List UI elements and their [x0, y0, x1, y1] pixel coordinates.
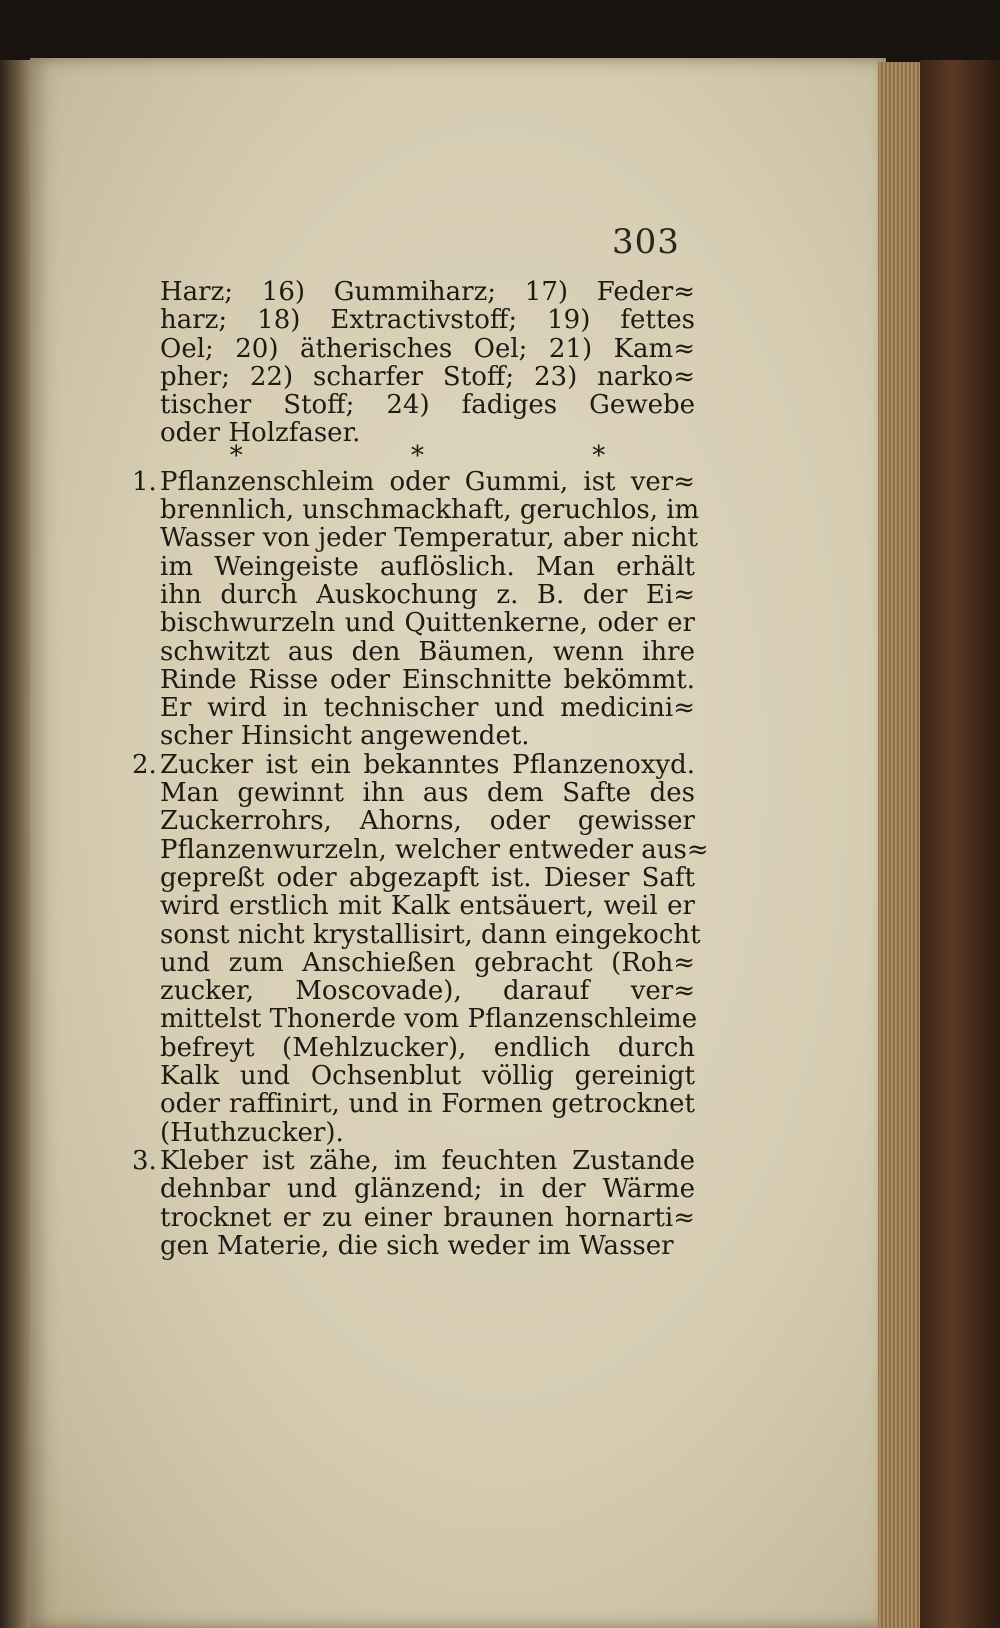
- page-block-edge: [878, 62, 926, 1628]
- text-line: 3. Kleber ist zähe, im feuchten Zustande: [132, 1145, 695, 1176]
- page-text: [132, 277, 709, 1261]
- section-separator: * * *: [229, 440, 686, 471]
- text-line: oder raffinirt, und in Formen getrocknet: [160, 1089, 695, 1120]
- text-line: sonst nicht krystallisirt, dann eingekocht: [160, 919, 701, 950]
- text-line: Oel; 20) ätherisches Oel; 21) Kam≈: [160, 333, 695, 364]
- text-line: Er wird in technischer und medicini≈: [160, 693, 695, 724]
- text-line: Pflanzenwurzeln, welcher entweder aus≈: [160, 834, 709, 865]
- text-line: pher; 22) scharfer Stoff; 23) narko≈: [160, 361, 695, 392]
- text-line: schwitzt aus den Bäumen, wenn ihre: [160, 636, 695, 667]
- text-line: oder Holzfaser.: [160, 418, 361, 449]
- text-line: Kalk und Ochsenblut völlig gereinigt: [160, 1061, 695, 1092]
- text-line: befreyt (Mehlzucker), endlich durch: [160, 1032, 695, 1063]
- text-line: und zum Anschießen gebracht (Roh≈: [160, 947, 695, 978]
- item-number: 1.: [132, 466, 157, 497]
- text-line: 2. Zucker ist ein bekanntes Pflanzenoxyd.: [132, 749, 695, 780]
- page-number: 303: [612, 222, 680, 262]
- text-line: Rinde Risse oder Einschnitte bekömmt.: [160, 664, 695, 695]
- book-cover: [920, 60, 1000, 1628]
- text-line: tischer Stoff; 24) fadiges Gewebe: [160, 390, 695, 421]
- text-line: bischwurzeln und Quittenkerne, oder er: [160, 608, 695, 639]
- text-line: gen Materie, die sich weder im Wasser: [160, 1230, 674, 1261]
- text-line: harz; 18) Extractivstoff; 19) fettes: [160, 305, 695, 336]
- text-line: mittelst Thonerde vom Pflanzenschleime: [160, 1004, 698, 1035]
- text-line: Man gewinnt ihn aus dem Safte des: [160, 778, 695, 809]
- text-line: 1. Pflanzenschleim oder Gummi, ist ver≈: [132, 466, 695, 497]
- text-line: Zuckerrohrs, Ahorns, oder gewisser: [160, 806, 695, 837]
- item-number: 2.: [132, 749, 157, 780]
- text-line: scher Hinsicht angewendet.: [160, 721, 530, 752]
- text-line: wird erstlich mit Kalk entsäuert, weil er: [160, 891, 695, 922]
- text-line: Harz; 16) Gummiharz; 17) Feder≈: [160, 277, 695, 307]
- text-line: (Huthzucker).: [160, 1117, 344, 1148]
- text-line: gepreßt oder abgezapft ist. Dieser Saft: [160, 862, 695, 893]
- text-line: trocknet er zu einer braunen hornarti≈: [160, 1202, 695, 1233]
- text-line: dehnbar und glänzend; in der Wärme: [160, 1174, 695, 1205]
- text-line: Wasser von jeder Temperatur, aber nicht: [160, 523, 698, 554]
- text-line: zucker, Moscovade), darauf ver≈: [160, 976, 695, 1007]
- text-line: ihn durch Auskochung z. B. der Ei≈: [160, 579, 695, 610]
- item-number: 3.: [132, 1145, 157, 1176]
- text-line: brennlich, unschmackhaft, geruchlos, im: [160, 495, 700, 526]
- text-line: im Weingeiste auflöslich. Man erhält: [160, 551, 695, 582]
